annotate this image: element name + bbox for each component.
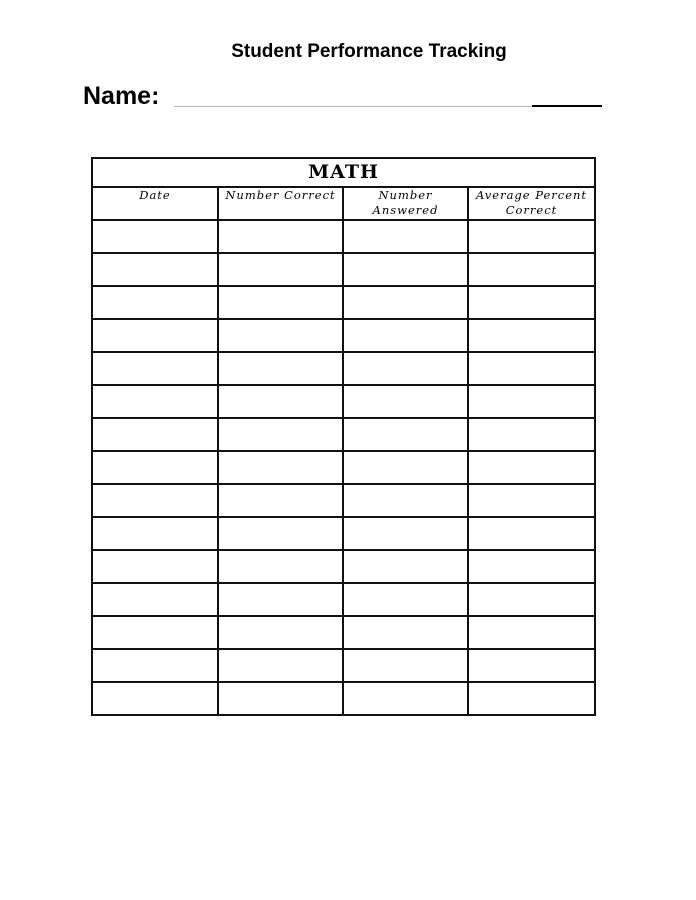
- table-row: [92, 583, 595, 616]
- cell-average-percent-correct[interactable]: [468, 286, 595, 319]
- cell-average-percent-correct[interactable]: [468, 253, 595, 286]
- cell-date[interactable]: [92, 319, 218, 352]
- cell-date[interactable]: [92, 550, 218, 583]
- cell-number-answered[interactable]: [343, 451, 468, 484]
- cell-date[interactable]: [92, 418, 218, 451]
- cell-average-percent-correct[interactable]: [468, 583, 595, 616]
- cell-number-correct[interactable]: [218, 451, 343, 484]
- cell-date[interactable]: [92, 352, 218, 385]
- table-row: [92, 649, 595, 682]
- table-row: [92, 286, 595, 319]
- page-title: Student Performance Tracking: [231, 41, 507, 62]
- cell-number-answered[interactable]: [343, 517, 468, 550]
- cell-number-answered[interactable]: [343, 616, 468, 649]
- cell-average-percent-correct[interactable]: [468, 319, 595, 352]
- cell-average-percent-correct[interactable]: [468, 517, 595, 550]
- subject-header: MATH: [92, 158, 595, 187]
- cell-average-percent-correct[interactable]: [468, 220, 595, 253]
- cell-number-correct[interactable]: [218, 616, 343, 649]
- cell-average-percent-correct[interactable]: [468, 616, 595, 649]
- cell-number-correct[interactable]: [218, 319, 343, 352]
- table-row: [92, 253, 595, 286]
- cell-date[interactable]: [92, 253, 218, 286]
- name-label: Name:: [83, 82, 160, 110]
- cell-number-answered[interactable]: [343, 583, 468, 616]
- cell-average-percent-correct[interactable]: [468, 352, 595, 385]
- column-header-average-percent-correct: Average Percent Correct: [468, 187, 595, 220]
- cell-number-correct[interactable]: [218, 352, 343, 385]
- cell-date[interactable]: [92, 649, 218, 682]
- cell-number-correct[interactable]: [218, 550, 343, 583]
- table-row: [92, 484, 595, 517]
- table-row: [92, 220, 595, 253]
- cell-number-answered[interactable]: [343, 319, 468, 352]
- table-row: [92, 550, 595, 583]
- cell-number-correct[interactable]: [218, 253, 343, 286]
- math-tracking-table: [91, 157, 596, 716]
- table-row: [92, 319, 595, 352]
- name-input-line[interactable]: [174, 106, 534, 107]
- cell-number-correct[interactable]: [218, 220, 343, 253]
- column-header-date: Date: [92, 187, 218, 220]
- table-row: [92, 352, 595, 385]
- cell-number-correct[interactable]: [218, 385, 343, 418]
- cell-average-percent-correct[interactable]: [468, 418, 595, 451]
- cell-date[interactable]: [92, 286, 218, 319]
- cell-average-percent-correct[interactable]: [468, 550, 595, 583]
- cell-number-correct[interactable]: [218, 649, 343, 682]
- cell-number-answered[interactable]: [343, 484, 468, 517]
- cell-number-answered[interactable]: [343, 649, 468, 682]
- cell-date[interactable]: [92, 682, 218, 715]
- cell-average-percent-correct[interactable]: [468, 649, 595, 682]
- cell-number-correct[interactable]: [218, 682, 343, 715]
- table-row: [92, 682, 595, 715]
- cell-number-answered[interactable]: [343, 253, 468, 286]
- name-input-line-end: [532, 105, 602, 107]
- cell-number-correct[interactable]: [218, 286, 343, 319]
- table-row: [92, 616, 595, 649]
- cell-number-answered[interactable]: [343, 385, 468, 418]
- cell-date[interactable]: [92, 583, 218, 616]
- cell-date[interactable]: [92, 484, 218, 517]
- cell-date[interactable]: [92, 451, 218, 484]
- cell-average-percent-correct[interactable]: [468, 484, 595, 517]
- table-row: [92, 418, 595, 451]
- cell-number-answered[interactable]: [343, 682, 468, 715]
- cell-number-answered[interactable]: [343, 418, 468, 451]
- cell-average-percent-correct[interactable]: [468, 682, 595, 715]
- cell-number-correct[interactable]: [218, 484, 343, 517]
- cell-number-answered[interactable]: [343, 352, 468, 385]
- cell-average-percent-correct[interactable]: [468, 385, 595, 418]
- cell-date[interactable]: [92, 385, 218, 418]
- cell-date[interactable]: [92, 616, 218, 649]
- column-header-number-correct: Number Correct: [218, 187, 343, 220]
- table-row: [92, 385, 595, 418]
- cell-date[interactable]: [92, 517, 218, 550]
- cell-number-answered[interactable]: [343, 286, 468, 319]
- cell-number-correct[interactable]: [218, 517, 343, 550]
- table-row: [92, 517, 595, 550]
- cell-number-correct[interactable]: [218, 418, 343, 451]
- cell-number-answered[interactable]: [343, 220, 468, 253]
- table-row: [92, 451, 595, 484]
- cell-date[interactable]: [92, 220, 218, 253]
- cell-average-percent-correct[interactable]: [468, 451, 595, 484]
- column-header-number-answered: Number Answered: [343, 187, 468, 220]
- cell-number-correct[interactable]: [218, 583, 343, 616]
- cell-number-answered[interactable]: [343, 550, 468, 583]
